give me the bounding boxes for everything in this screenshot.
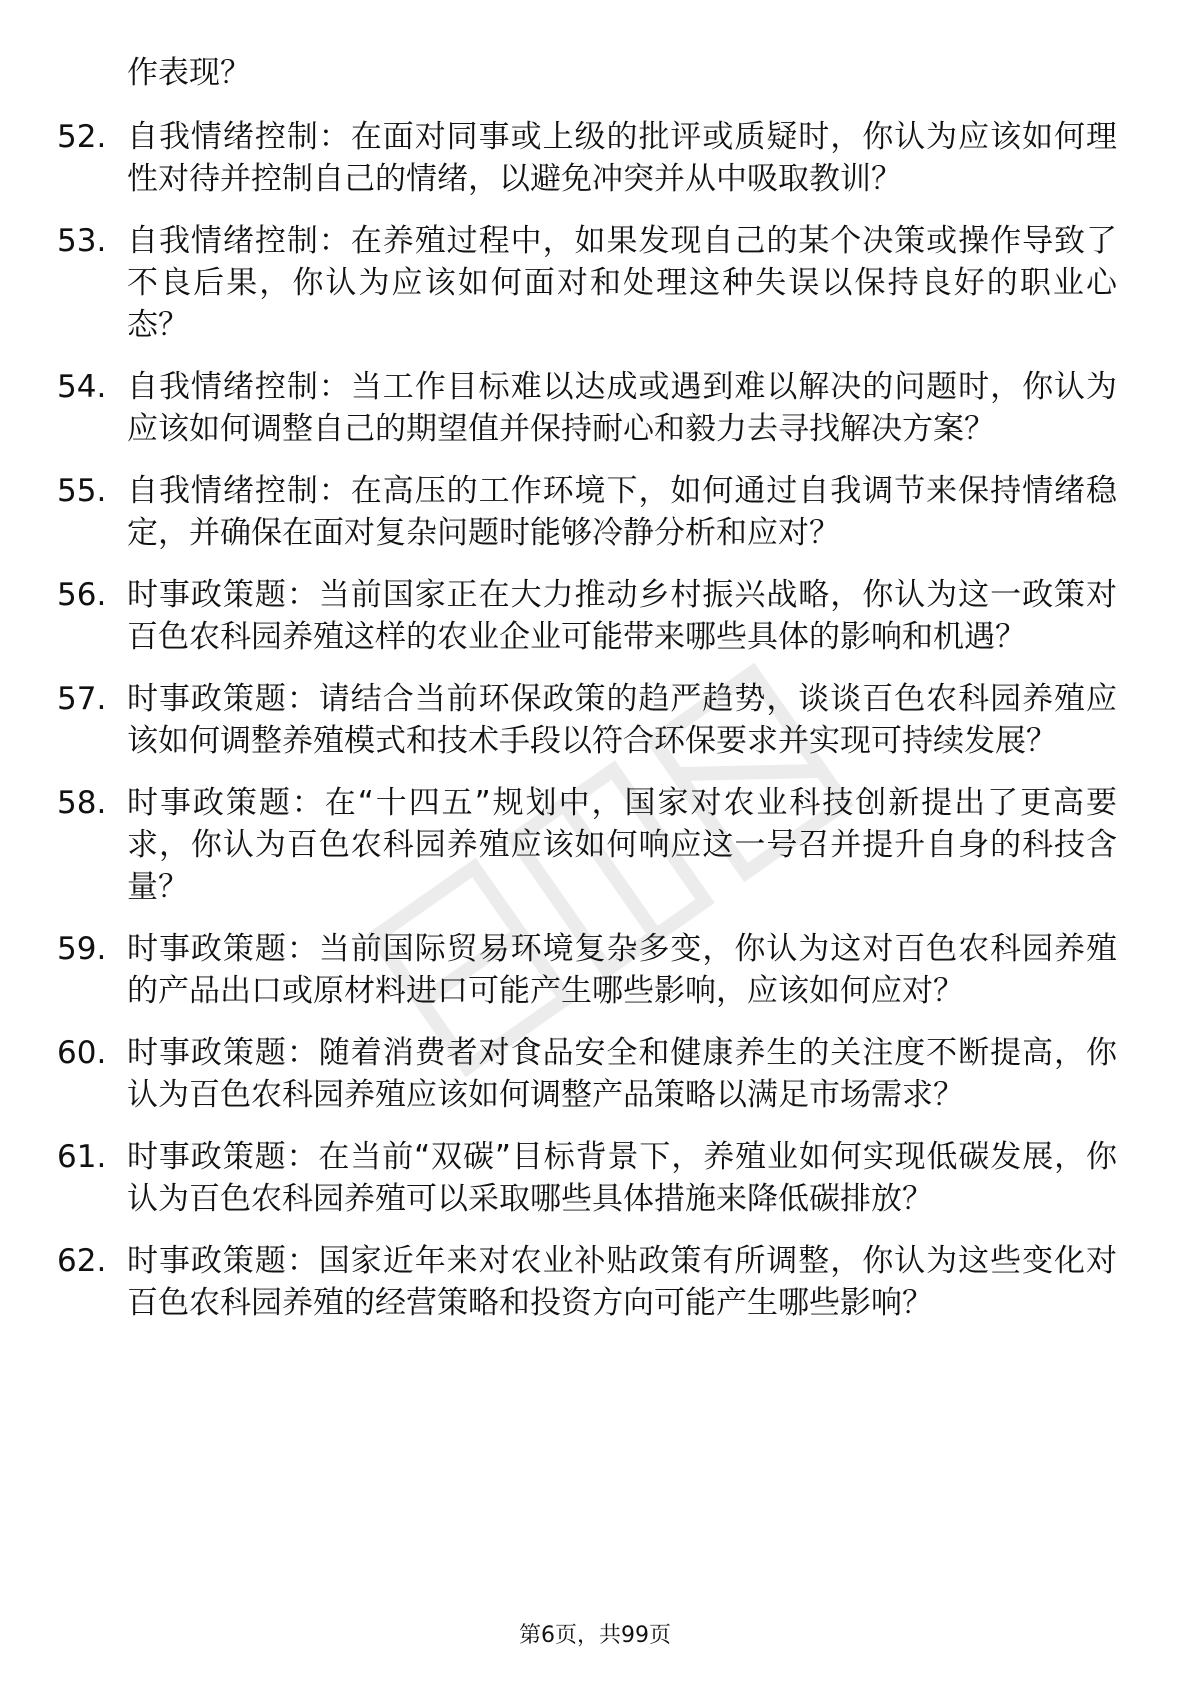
question-number: 61. (57, 1139, 107, 1175)
question-number: 59. (57, 931, 107, 967)
question-text: 时事政策题：在“十四五”规划中，国家对农业科技创新提出了更高要求，你认为百色农科园养殖应该如何响应这一号召并提升自身的科技含量？ (127, 785, 1117, 905)
question-number: 57. (57, 681, 107, 717)
question-item (57, 574, 1117, 658)
question-item (57, 366, 1117, 450)
question-text: 时事政策题：当前国际贸易环境复杂多变，你认为这对百色农科园养殖的产品出口或原材料进口可能产生哪些影响，应该如何应对？ (127, 931, 1117, 1009)
question-number: 55. (57, 473, 107, 509)
question-text: 时事政策题：国家近年来对农业补贴政策有所调整，你认为这些变化对百色农科园养殖的经营策略和投资方向可能产生哪些影响？ (127, 1243, 1117, 1321)
question-item (57, 220, 1117, 346)
question-text: 自我情绪控制：在养殖过程中，如果发现自己的某个决策或操作导致了不良后果，你认为应该如何面对和处理这种失误以保持良好的职业心态？ (127, 223, 1117, 343)
question-item (57, 928, 1117, 1012)
question-text: 自我情绪控制：在面对同事或上级的批评或质疑时，你认为应该如何理性对待并控制自己的情绪，以避免冲突并从中吸取教训？ (127, 119, 1117, 197)
question-item (57, 1240, 1117, 1324)
question-text: 时事政策题：在当前“双碳”目标背景下，养殖业如何实现低碳发展，你认为百色农科园养殖可以采取哪些具体措施来降低碳排放？ (127, 1139, 1117, 1217)
question-item (57, 1136, 1117, 1220)
continuation-text: 作表现？ (127, 55, 251, 91)
question-number: 58. (57, 785, 107, 821)
question-text: 自我情绪控制：在高压的工作环境下，如何通过自我调节来保持情绪稳定，并确保在面对复杂问题时能够冷静分析和应对？ (127, 473, 1117, 551)
question-list (57, 40, 1117, 1344)
question-number: 62. (57, 1243, 107, 1279)
question-text: 自我情绪控制：当工作目标难以达成或遇到难以解决的问题时，你认为应该如何调整自己的期望值并保持耐心和毅力去寻找解决方案？ (127, 369, 1117, 447)
question-item (57, 678, 1117, 762)
question-item (57, 782, 1117, 908)
question-text: 时事政策题：当前国家正在大力推动乡村振兴战略，你认为这一政策对百色农科园养殖这样的农业企业可能带来哪些具体的影响和机遇？ (127, 577, 1117, 655)
question-number: 53. (57, 223, 107, 259)
page-footer: 第6页，共99页 (519, 1623, 671, 1648)
question-number: 54. (57, 369, 107, 405)
question-item (57, 470, 1117, 554)
question-text: 时事政策题：随着消费者对食品安全和健康养生的关注度不断提高，你认为百色农科园养殖应该如何调整产品策略以满足市场需求？ (127, 1035, 1117, 1113)
question-item (57, 116, 1117, 200)
question-number: 52. (57, 119, 107, 155)
question-number: 56. (57, 577, 107, 613)
question-number: 60. (57, 1035, 107, 1071)
question-item (57, 1032, 1117, 1116)
question-text: 时事政策题：请结合当前环保政策的趋严趋势，谈谈百色农科园养殖应该如何调整养殖模式和技术手段以符合环保要求并实现可持续发展？ (127, 681, 1117, 759)
